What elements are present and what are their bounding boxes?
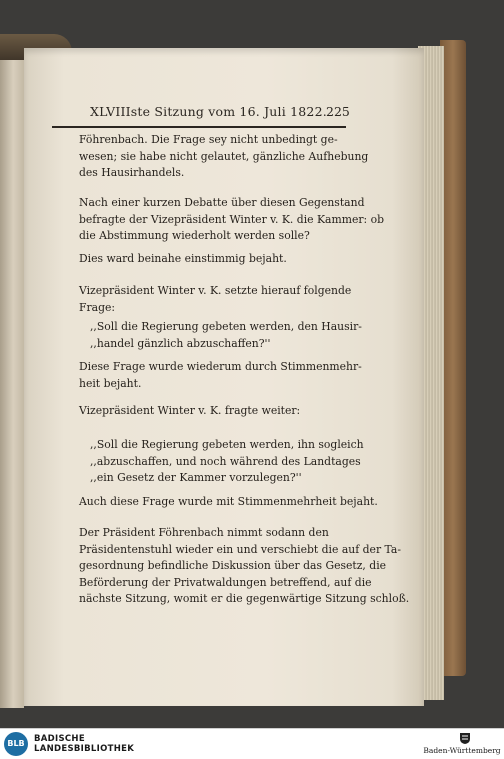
paragraph	[51, 251, 347, 268]
paragraph	[51, 132, 369, 182]
text-line: Diese Frage wurde wiederum durch Stimmenmehr-	[79, 360, 362, 373]
text-line: ,,Soll die Regierung gebeten werden, ihn sogleich	[90, 438, 364, 451]
text-line: Föhrenbach. Die Frage sey nicht unbedingt ge-	[79, 133, 338, 146]
viewer-footer	[0, 728, 504, 759]
paragraph	[51, 525, 410, 608]
blb-logo[interactable]: BLB	[4, 732, 28, 756]
header-title: XLVIIIste Sitzung vom 16. Juli 1822.	[90, 104, 327, 119]
text-line: nächste Sitzung, womit er die gegenwärtige Sitzung schloß.	[79, 592, 410, 605]
text-line: die Abstimmung wiederholt werden solle?	[79, 229, 310, 242]
crest-icon	[458, 731, 472, 745]
text-line: Nach einer kurzen Debatte über diesen Gegenstand	[79, 196, 365, 209]
text-line: ,,ein Gesetz der Kammer vorzulegen?''	[90, 471, 302, 484]
quoted-question	[90, 437, 364, 487]
quoted-question	[90, 319, 362, 352]
paragraph	[51, 403, 347, 420]
paragraph	[51, 359, 362, 392]
text-line: Frage:	[79, 300, 116, 314]
text-line: Dies ward beinahe einstimmig bejaht.	[79, 252, 287, 265]
text-line: wesen; sie habe nicht gelautet, gänzliche Aufhebung	[79, 149, 369, 163]
blb-name-line2: LANDESBIBLIOTHEK	[34, 744, 135, 754]
text-line: ,,abzuschaffen, und noch während des Landtages	[90, 454, 361, 468]
text-line: Präsidentenstuhl wieder ein und verschiebt die auf der Ta-	[79, 542, 401, 556]
blb-name-line1: BADISCHE	[34, 734, 85, 744]
page-number: 225	[326, 104, 350, 119]
paragraph	[51, 195, 384, 245]
text-line: Vizepräsident Winter v. K. setzte hierauf folgende	[79, 284, 352, 297]
text-line: heit bejaht.	[79, 376, 142, 390]
text-line: Vizepräsident Winter v. K. fragte weiter:	[79, 404, 301, 417]
text-line: befragte der Vizepräsident Winter v. K. die Kammer: ob	[79, 212, 384, 226]
blb-name[interactable]	[34, 734, 134, 754]
text-line: ,,handel gänzlich abzuschaffen?''	[90, 336, 271, 350]
text-line: Der Präsident Föhrenbach nimmt sodann den	[79, 526, 329, 539]
text-line: des Hausirhandels.	[79, 166, 185, 179]
text-line: Beförderung der Privatwaldungen betreffend, auf die	[79, 575, 372, 589]
text-line: Auch diese Frage wurde mit Stimmenmehrheit bejaht.	[79, 495, 378, 508]
bw-label[interactable]: Baden-Württemberg	[423, 746, 501, 755]
left-page-edge	[0, 60, 24, 708]
text-line: ,,Soll die Regierung gebeten werden, den Hausir-	[90, 320, 362, 333]
text-line: gesordnung befindliche Diskussion über das Gesetz, die	[79, 559, 387, 572]
paragraph	[51, 494, 378, 511]
running-header	[90, 104, 390, 126]
paragraph	[51, 283, 352, 316]
header-rule	[52, 126, 346, 128]
